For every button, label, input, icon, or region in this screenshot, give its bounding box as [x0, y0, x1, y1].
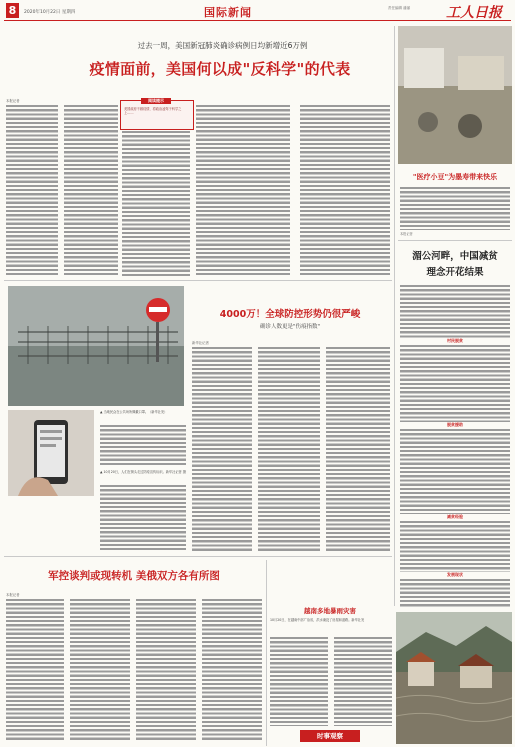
barrier-photo: [8, 286, 184, 406]
phone-photo: [8, 410, 94, 496]
bottom-right-body-a: [270, 636, 328, 726]
sidebar-2-body-b: [400, 344, 510, 422]
sidebar-2-body-a: [400, 284, 510, 338]
bottom-body-col-3: [136, 598, 196, 742]
reading-tip-text: 美国政府不顾疫情，将政治凌驾于科学之上……: [124, 107, 182, 116]
sidebar-2-headline-1: 湄公河畔，中国减贫: [412, 251, 498, 262]
flood-photo-top: [398, 26, 512, 164]
bottom-left-byline: 本报记者: [6, 593, 20, 597]
phone-photo-svg: [8, 410, 94, 496]
sidebar-2-body-d: [400, 520, 510, 572]
bottom-body-col-2: [70, 598, 130, 742]
editor-info: 责任编辑 潘丽: [388, 6, 411, 10]
lead-body-col-4: [196, 104, 290, 276]
column-divider-right: [394, 26, 395, 606]
middle-subhead: 确诊人数更是"伤痕指数": [259, 324, 321, 330]
page-header: [0, 0, 515, 24]
lead-headline: 疫情面前，美国何以成"反科学"的代表: [89, 60, 351, 78]
bottom-body-col-4: [202, 598, 262, 742]
flood-photo-top-svg: [398, 26, 512, 164]
lead-body-col-3: [122, 130, 190, 276]
flood-photo-bottom: [396, 612, 512, 744]
lead-body-col-1: [6, 104, 58, 276]
sidebar-2-section-3: 减贫经验: [447, 514, 463, 519]
barrier-photo-svg: [8, 286, 184, 406]
sidebar-2-section-2: 脱贫援助: [447, 422, 463, 427]
sidebar-1-byline: 本报记者: [400, 232, 413, 236]
middle-body-col-2: [258, 346, 320, 552]
bottom-divider: [266, 560, 267, 746]
sidebar-2-body-c: [400, 428, 510, 514]
lead-body-col-5: [300, 104, 390, 276]
sidebar-1-headline: "医疗小豆"为墨寿带来快乐: [412, 173, 498, 181]
sidebar-1-body: [400, 186, 510, 230]
sidebar-rule-1: [398, 240, 512, 241]
photo-caption-2: ▲ 10月20日，人们在街头走过防疫宣传标识。新华社记者 摄: [100, 470, 186, 474]
photo-caption-2-body: [100, 484, 186, 550]
sidebar-2-section-4: 发展现状: [447, 572, 463, 577]
middle-body-col-3: [326, 346, 390, 552]
flood-photo-bottom-svg: [396, 612, 512, 744]
current-affairs-box: 时事观察: [300, 730, 360, 742]
photo-caption-1: ▲ 当地民众在公共场所佩戴口罩。（新华社发）: [100, 410, 168, 414]
bottom-right-headline: 越南多地暴雨灾害: [304, 607, 356, 615]
lead-byline: 本报记者: [6, 99, 20, 103]
page-number: 8: [6, 3, 19, 18]
middle-body-col-1: [192, 346, 252, 552]
sidebar-2-body-e: [400, 578, 510, 608]
reading-tip-box: [120, 100, 194, 130]
bottom-right-body-b: [334, 636, 392, 726]
sidebar-2-headline-2: 理念开花结果: [426, 267, 484, 278]
middle-byline: 新华社记者: [192, 341, 209, 345]
section-title: 国际新闻: [204, 6, 252, 19]
bottom-body-col-1: [6, 598, 64, 742]
lead-body-col-2: [64, 104, 118, 276]
bottom-rule: [4, 556, 392, 557]
bottom-right-caption: 10月20日，在越南中部广治省，洪水淹没了房屋和道路。新华社发: [270, 618, 365, 622]
lead-kicker: 过去一周，美国新冠肺炎确诊病例日均新增近6万例: [137, 41, 308, 50]
reading-tip-label: 阅读提示: [141, 98, 171, 104]
sidebar-2-section-1: 村民脱贫: [447, 338, 463, 343]
issue-date: 2020年10月22日 星期四: [24, 10, 76, 15]
header-rule: [4, 20, 511, 21]
bottom-left-headline: 军控谈判或现转机 美俄双方各有所图: [48, 570, 220, 582]
middle-headline: 4000万！全球防控形势仍很严峻: [219, 309, 361, 320]
photo-caption-1-body: [100, 424, 186, 466]
masthead-logo: 工人日报: [446, 5, 502, 21]
middle-rule: [4, 280, 392, 281]
